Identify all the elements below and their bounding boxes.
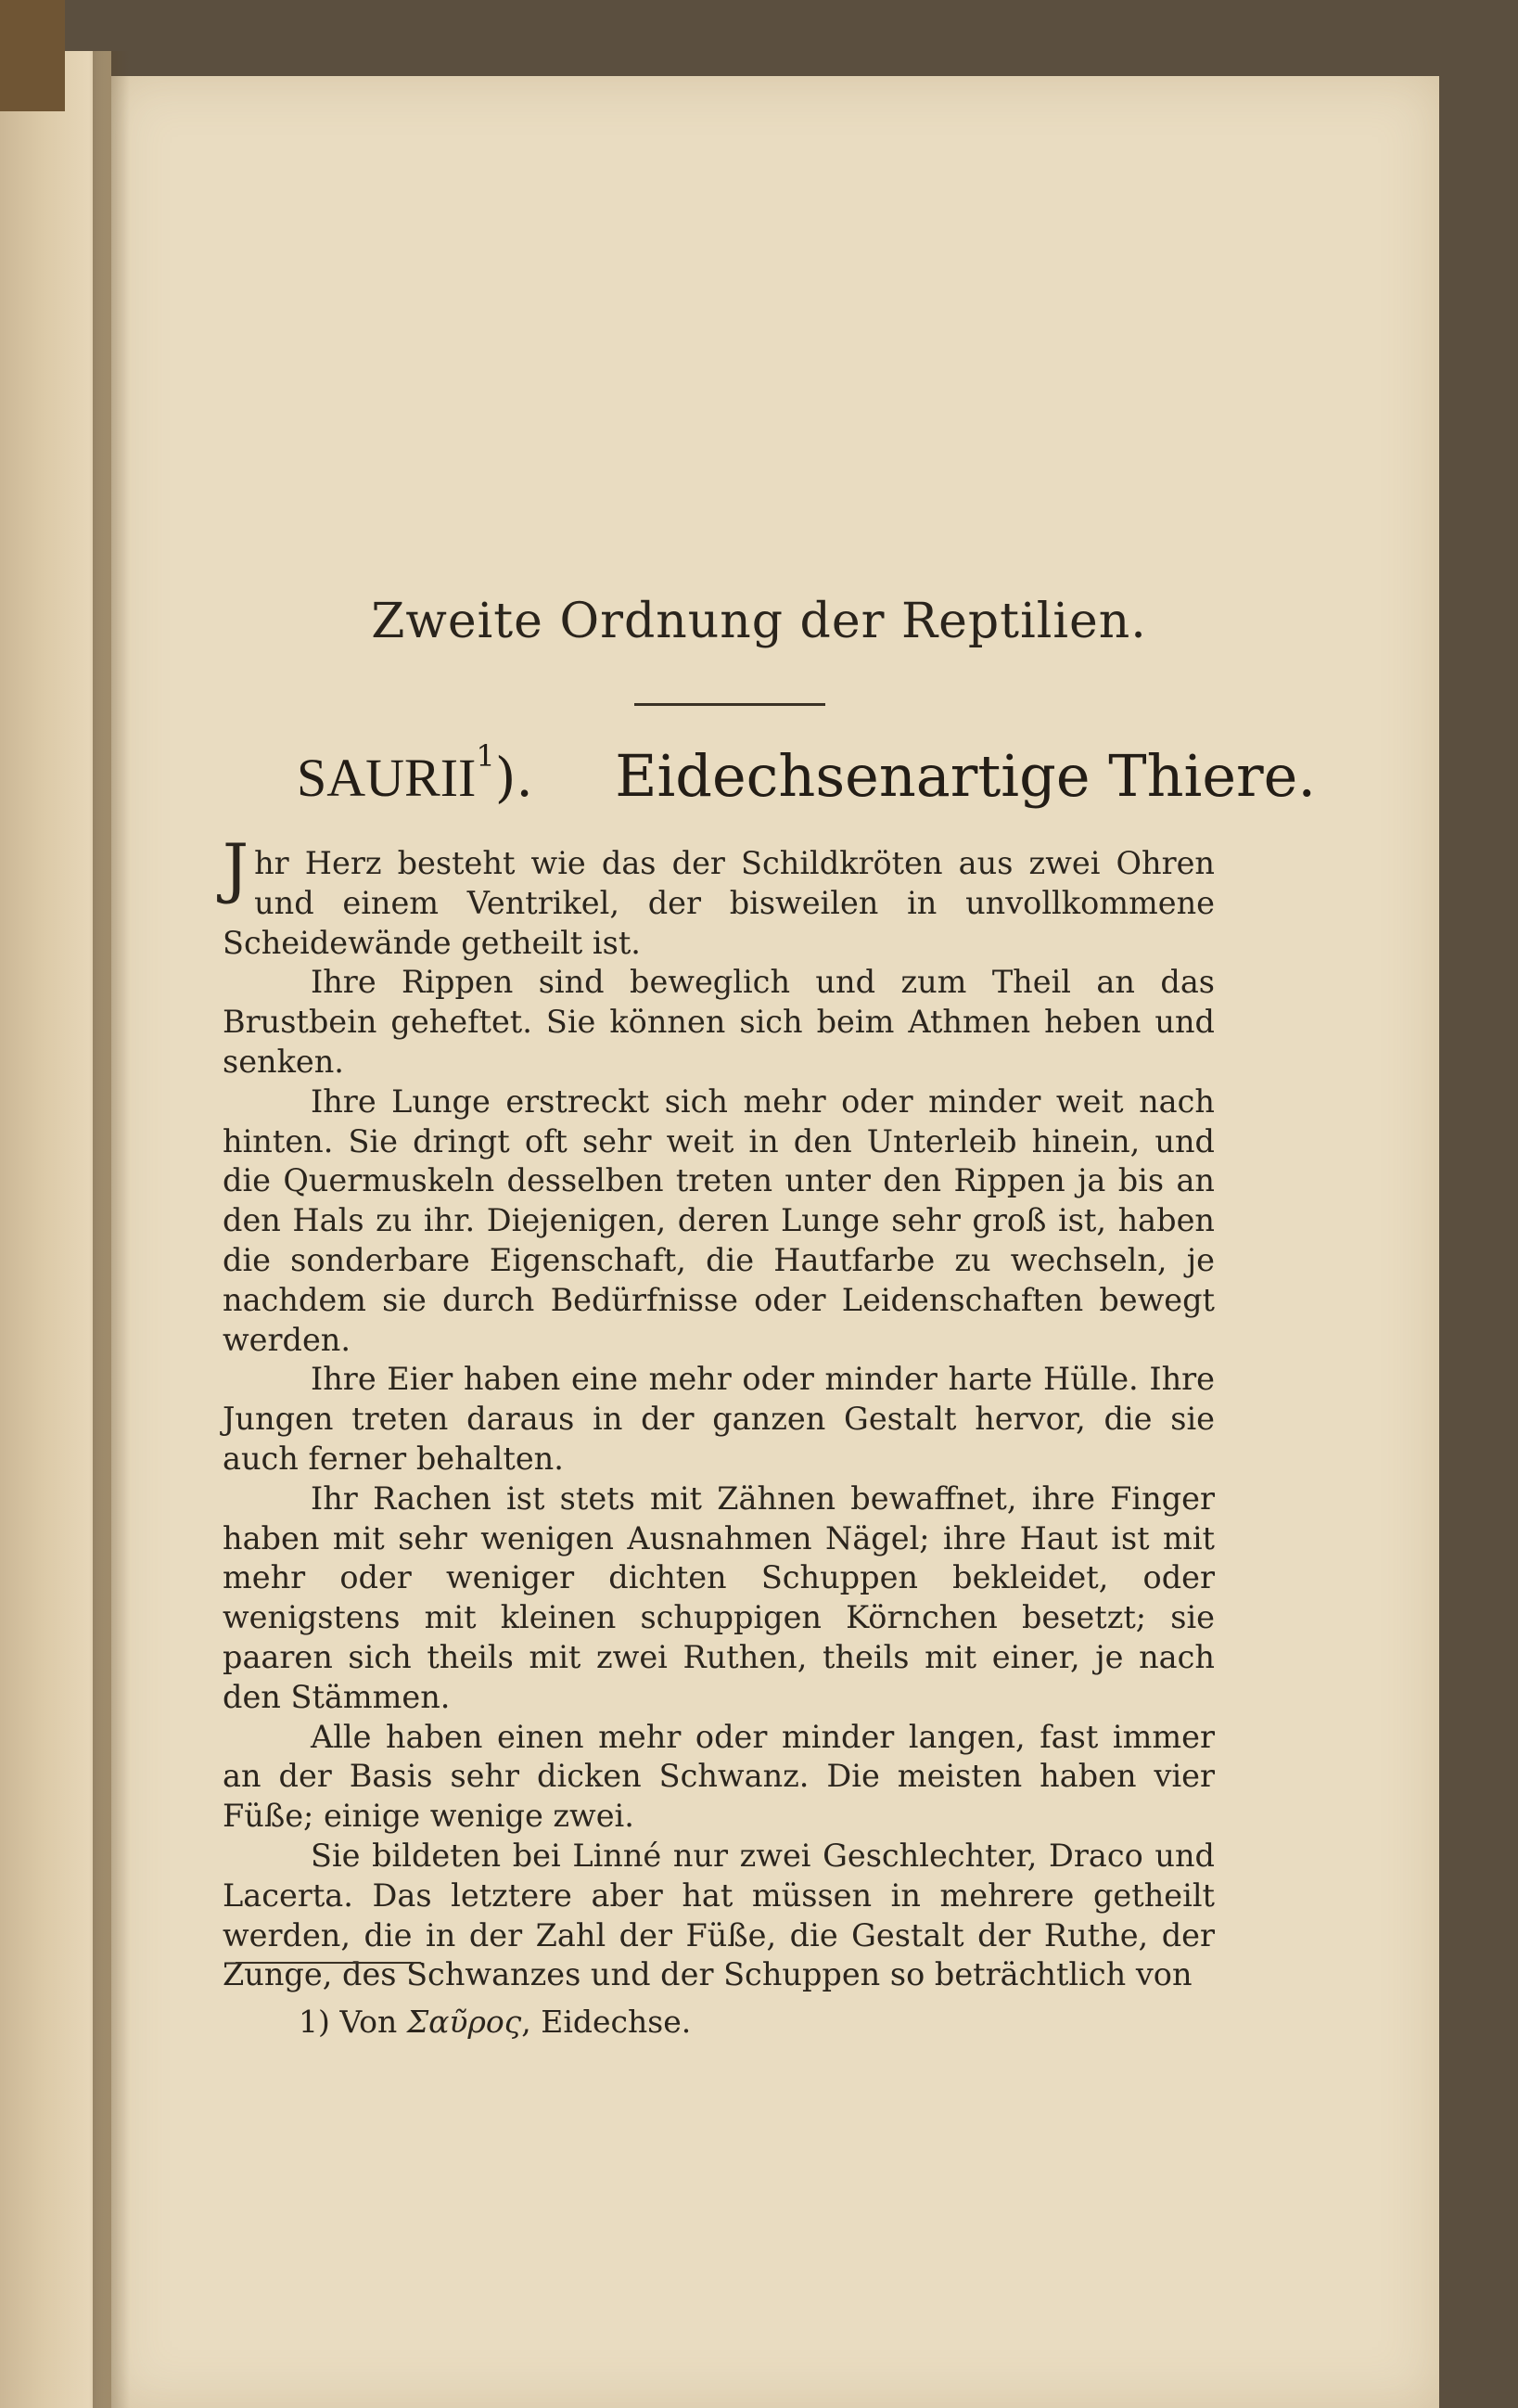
paragraph-7: Sie bildeten bei Linné nur zwei Geschlechter, Draco und Lacerta. Das letztere aber hat müssen in mehrere getheilt werden, die in der Zahl der Füße, die Gestalt der Ruthe, der Zunge, des Schwanzes und der Schuppen so beträchtlich von: [223, 1837, 1215, 1993]
paragraph-6: Alle haben einen mehr oder minder langen, fast immer an der Basis sehr dicken Schwanz. Die meisten haben vier Füße; einige wenige zwei.: [223, 1718, 1215, 1835]
footnote-prefix: Von: [339, 2004, 398, 2040]
footnote-rule: [236, 1962, 421, 1964]
paragraph-5: Ihr Rachen ist stets mit Zähnen bewaffnet, ihre Finger haben mit sehr wenigen Ausnahmen Nägel; ihre Haut ist mit mehr oder weniger dichten Schuppen bekleidet, oder wenigstens mit kleinen schuppigen Körnchen besetzt; sie paaren sich theils mit zwei Ruthen, theils mit einer, je nach den Stämmen.: [223, 1479, 1215, 1715]
paragraph-4: Ihre Eier haben eine mehr oder minder harte Hülle. Ihre Jungen treten daraus in der ganzen Gestalt hervor, die sie auch ferner behalten.: [223, 1361, 1215, 1477]
section-heading: [297, 738, 1317, 816]
footnote-greek-word: Σαῦρος: [406, 2004, 522, 2040]
paragraph-1: [223, 830, 1215, 963]
book-cover-edge: [0, 0, 65, 111]
footnote-marker: 1): [299, 2004, 330, 2040]
order-heading: Zweite Ordnung der Reptilien.: [371, 594, 1147, 649]
heading-rule: [634, 703, 825, 706]
footnote-suffix: , Eidechse.: [521, 2004, 692, 2040]
paragraph-3: Ihre Lunge erstreckt sich mehr oder minder weit nach hinten. Sie dringt oft sehr weit in den Unterleib hinein, und die Quermuskeln desselben treten unter den Rippen ja bis an den Hals zu ihr. Diejenigen, deren Lunge sehr groß ist, haben die sonderbare Eigenschaft, die Hautfarbe zu wechseln, je nachdem sie durch Bedürfnisse oder Leidenschaften bewegt werden.: [223, 1082, 1215, 1358]
section-latin-paren: ).: [494, 746, 533, 809]
paragraph-2: Ihre Rippen sind beweglich und zum Theil an das Brustbein geheftet. Sie können sich beim Athmen heben und senken.: [223, 964, 1215, 1080]
body-text: [223, 830, 1215, 1995]
section-german-name: Eidechsenartige Thiere.: [615, 742, 1317, 810]
section-latin-name: SAURII: [297, 748, 477, 808]
footnote: [299, 2004, 691, 2040]
spine-shadow: [93, 51, 130, 2408]
paragraph-text: hr Herz besteht wie das der Schildkröten aus zwei Ohren und einem Ventrikel, der bisweilen in unvollkommene Scheidewände getheilt ist.: [223, 845, 1215, 961]
drop-cap: J: [223, 830, 249, 906]
section-footnote-marker: 1: [476, 738, 495, 774]
